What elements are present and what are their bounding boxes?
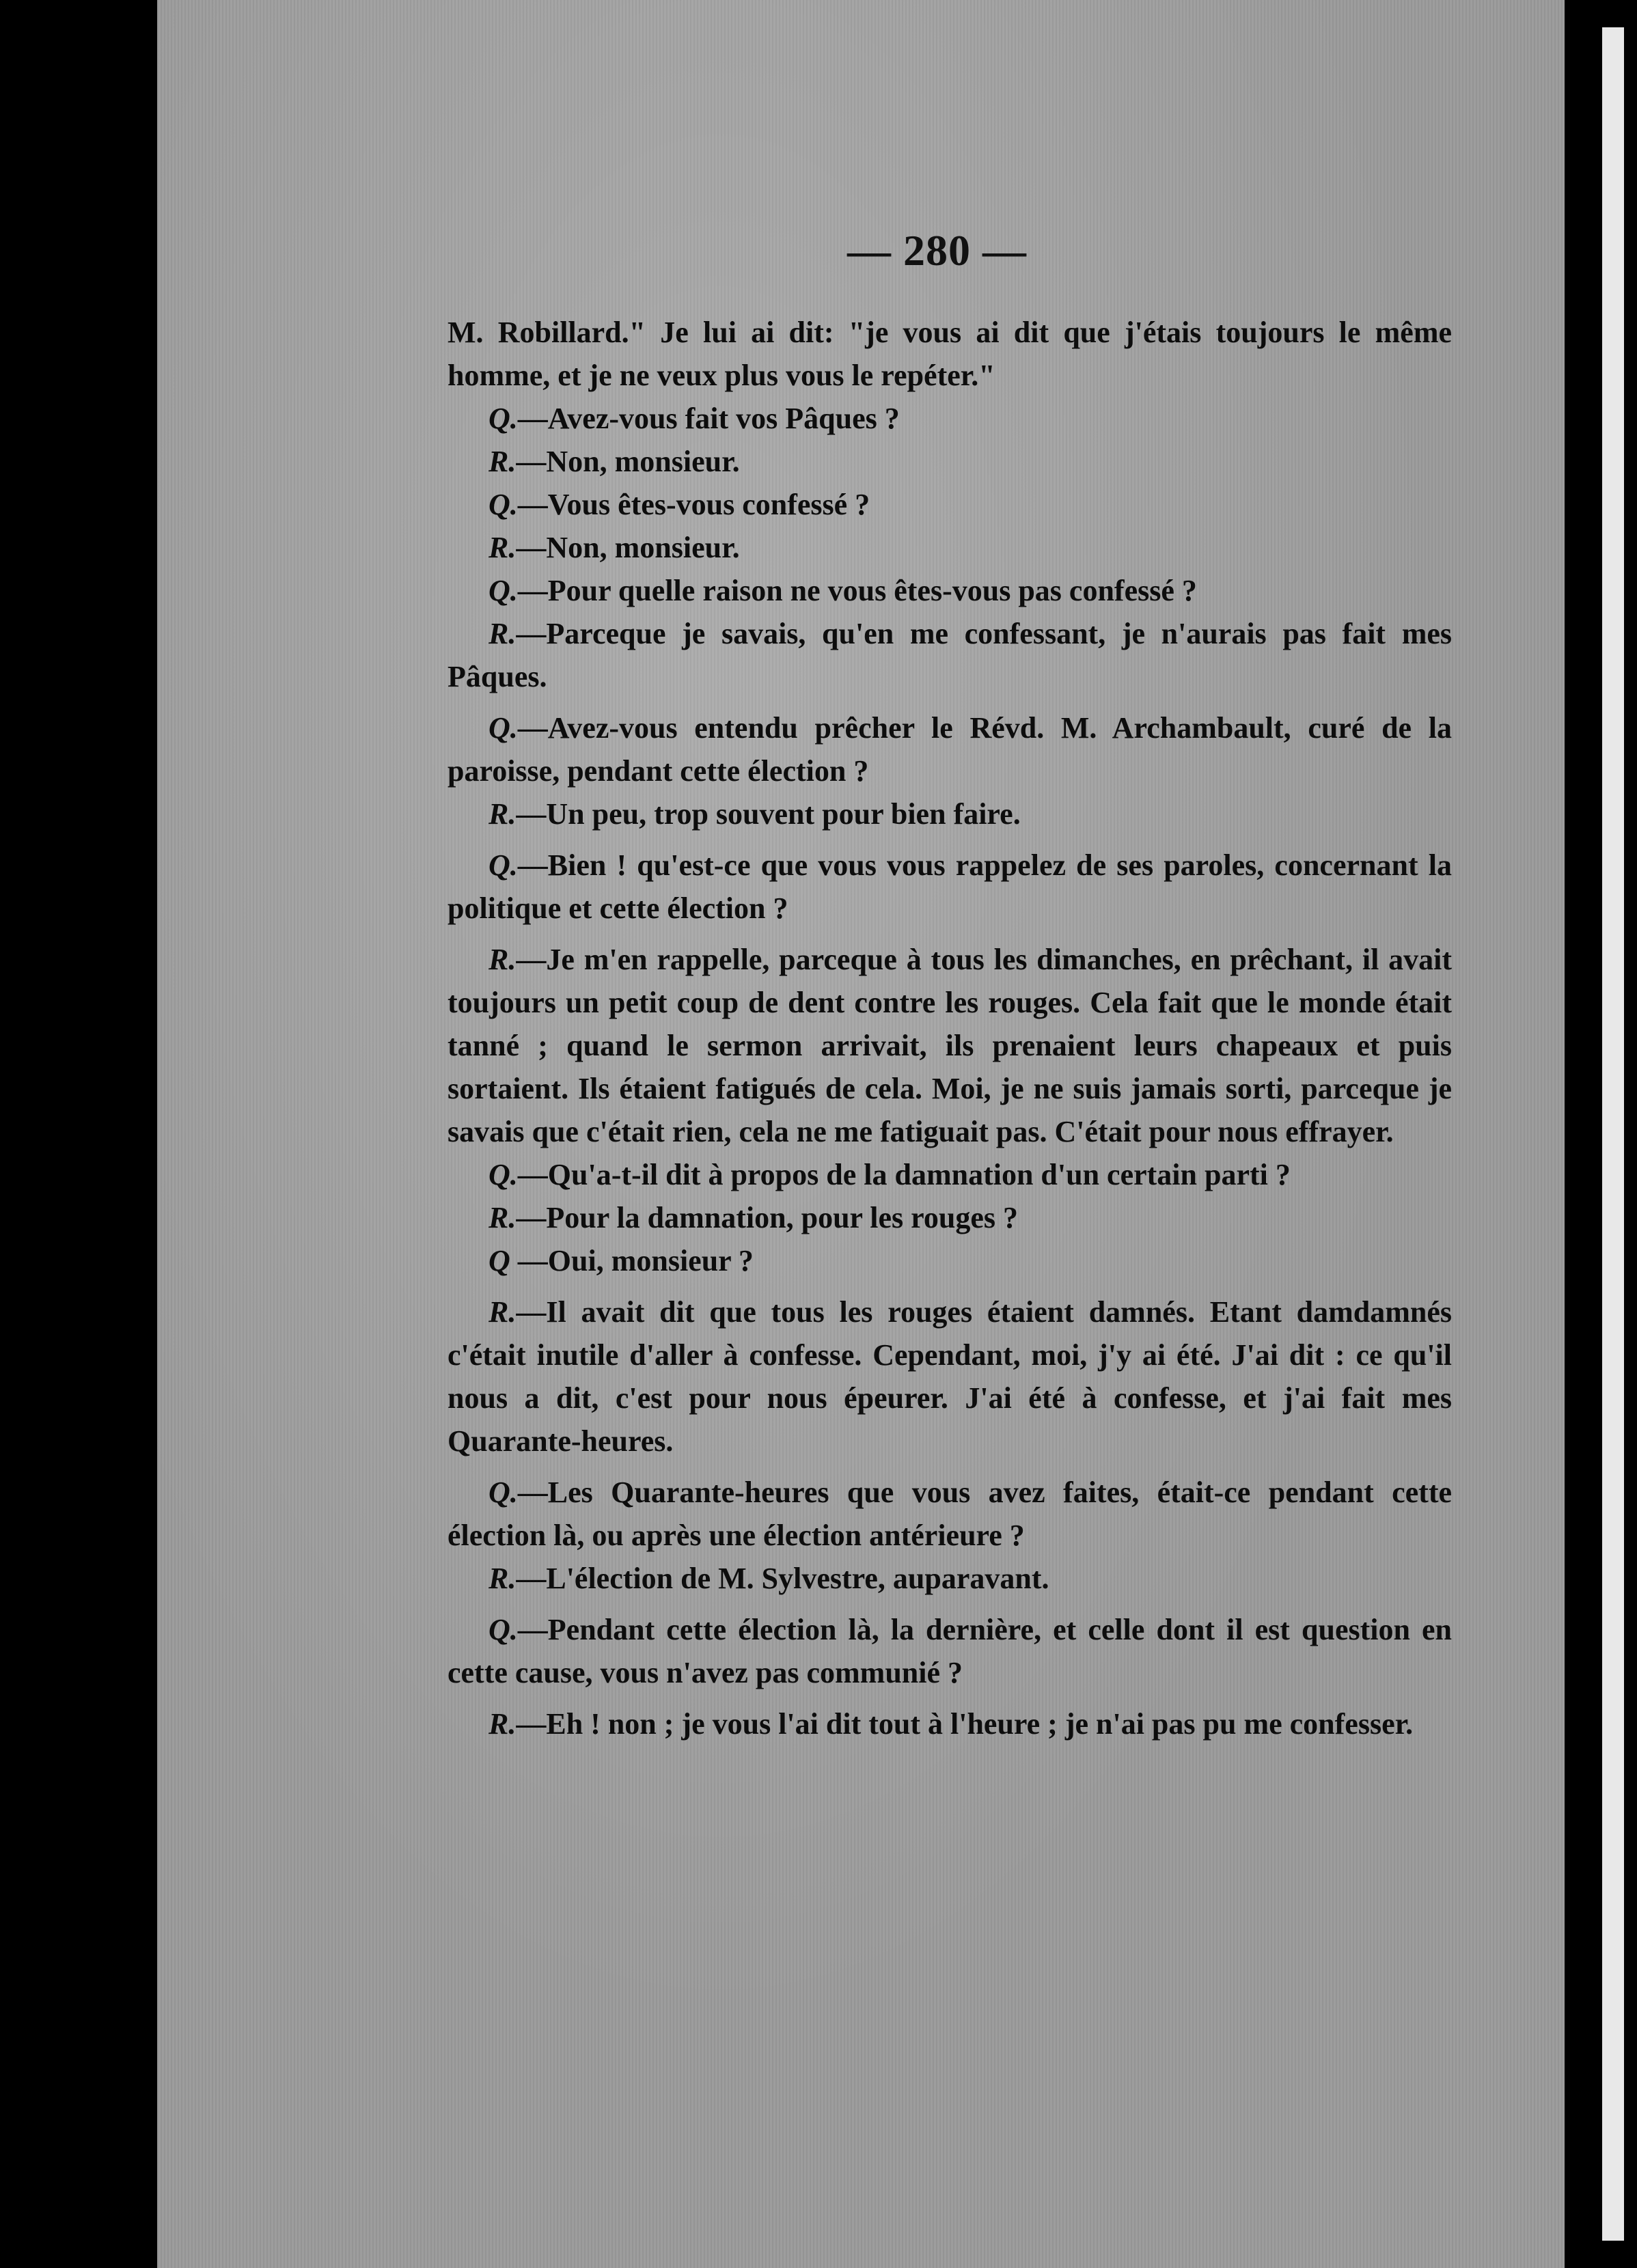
- paragraph-text: —Les Quarante-heures que vous avez faites, était-ce pendant cette élection là, ou après une élection antérieure ?: [448, 1476, 1452, 1552]
- paragraph-text: —Avez-vous fait vos Pâques ?: [517, 402, 900, 435]
- body-text: [448, 311, 1452, 1745]
- speaker-label: Q.: [489, 574, 518, 607]
- dialogue-paragraph: [448, 844, 1452, 930]
- speaker-label: R.: [489, 445, 517, 478]
- paragraph-text: —Non, monsieur.: [516, 445, 740, 478]
- dialogue-paragraph: [448, 483, 1452, 526]
- paragraph-text: —Parceque je savais, qu'en me confessant, je n'aurais pas fait mes Pâques.: [448, 617, 1452, 693]
- speaker-label: Q.: [489, 488, 518, 521]
- dialogue-paragraph: [448, 1471, 1452, 1557]
- adjacent-page-strip: [1602, 27, 1624, 2241]
- paragraph-text: —Pour quelle raison ne vous êtes-vous pas confessé ?: [517, 574, 1197, 607]
- paragraph-text: —L'élection de M. Sylvestre, auparavant.: [516, 1562, 1049, 1595]
- speaker-label: R.: [489, 617, 517, 650]
- paragraph-text: M. Robillard." Je lui ai dit: "je vous ai dit que j'étais toujours le même homme, et je ne veux plus vous le repéter.": [448, 316, 1452, 392]
- paragraph-text: —Avez-vous entendu prêcher le Révd. M. Archambault, curé de la paroisse, pendant cette élection ?: [448, 711, 1452, 788]
- dialogue-paragraph: [448, 612, 1452, 698]
- paragraph-text: —Eh ! non ; je vous l'ai dit tout à l'heure ; je n'ai pas pu me confesser.: [516, 1707, 1414, 1741]
- speaker-label: R.: [489, 1707, 517, 1741]
- dialogue-paragraph: [448, 526, 1452, 569]
- speaker-label: Q.: [489, 402, 518, 435]
- speaker-label: Q.: [489, 711, 518, 745]
- paragraph-text: —Oui, monsieur ?: [510, 1244, 754, 1277]
- dialogue-paragraph: [448, 397, 1452, 440]
- speaker-label: Q.: [489, 848, 518, 882]
- speaker-label: Q.: [489, 1613, 518, 1646]
- dialogue-paragraph: [448, 1557, 1452, 1600]
- paragraph-text: —Vous êtes-vous confessé ?: [517, 488, 870, 521]
- paragraph-text: —Qu'a-t-il dit à propos de la damnation d'un certain parti ?: [517, 1158, 1291, 1191]
- dialogue-paragraph: [448, 792, 1452, 835]
- speaker-label: Q.: [489, 1476, 518, 1509]
- dialogue-paragraph: [448, 706, 1452, 792]
- page-edge-border: [1565, 0, 1637, 2268]
- dialogue-paragraph: [448, 938, 1452, 1153]
- paragraph-text: —Non, monsieur.: [516, 531, 740, 564]
- speaker-label: R.: [489, 943, 517, 976]
- paragraph-text: —Pour la damnation, pour les rouges ?: [516, 1201, 1019, 1234]
- paragraph-text: —Pendant cette élection là, la dernière, et celle dont il est question en cette cause, vous n'avez pas communié ?: [448, 1613, 1452, 1689]
- speaker-label: R.: [489, 1201, 517, 1234]
- speaker-label: R.: [489, 797, 517, 831]
- paragraph-text: —Un peu, trop souvent pour bien faire.: [516, 797, 1021, 831]
- speaker-label: Q: [489, 1244, 510, 1277]
- speaker-label: R.: [489, 1562, 517, 1595]
- dialogue-paragraph: [448, 1608, 1452, 1694]
- paragraph-text: —Bien ! qu'est-ce que vous vous rappelez de ses paroles, concernant la politique et cette élection ?: [448, 848, 1452, 925]
- paragraph-text: —Il avait dit que tous les rouges étaient damnés. Etant damdamnés c'était inutile d'aller à confesse. Cependant, moi, j'y ai été. J'ai dit : ce qu'il nous a dit, c'est pour nous épeurer. J'ai été à confesse, et j'ai fait mes Quarante-heures.: [448, 1295, 1452, 1458]
- dialogue-paragraph: [448, 1196, 1452, 1239]
- page-number: — 280 —: [847, 226, 1027, 275]
- speaker-label: R.: [489, 531, 517, 564]
- dialogue-paragraph: [448, 440, 1452, 483]
- dialogue-paragraph: [448, 1239, 1452, 1282]
- dialogue-paragraph: [448, 1153, 1452, 1196]
- dialogue-paragraph: [448, 1290, 1452, 1463]
- speaker-label: R.: [489, 1295, 517, 1329]
- continued-paragraph: [448, 311, 1452, 397]
- speaker-label: Q.: [489, 1158, 518, 1191]
- dialogue-paragraph: [448, 569, 1452, 612]
- dialogue-paragraph: [448, 1702, 1452, 1745]
- paragraph-text: —Je m'en rappelle, parceque à tous les dimanches, en prêchant, il avait toujours un petit coup de dent contre les rouges. Cela fait que le monde était tanné ; quand le sermon arrivait, ils prenaient leurs chapeaux et puis sortaient. Ils étaient fatigués de cela. Moi, je ne suis jamais sorti, parceque je savais que c'était rien, cela ne me fatiguait pas. C'était pour nous effrayer.: [448, 943, 1452, 1148]
